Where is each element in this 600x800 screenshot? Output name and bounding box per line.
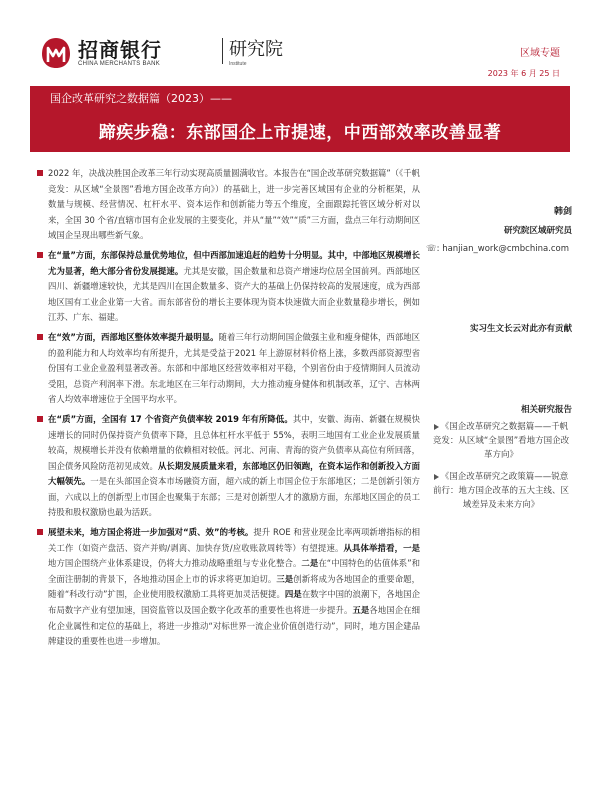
bullet-icon — [37, 170, 43, 176]
related-report-item[interactable] — [430, 420, 572, 462]
paragraph-text: 随着三年行动期间国企做强主业和瘦身健体，西部地区的盈利能力和人均效率均有所提升，尤其是受益于2021 年上游原材料价格上涨，多数西部资源型省份国有工业企业盈利显著改善。东部和中部地区经营效率相对平稳，个别省份由于疫情期间人员流动受阻，总资产利润率下滑。东北地区在三年行动期间，大力推动瘦身健体和机制改革，辽宁、吉林两省人均效率增速位于全国平均水平。 — [48, 331, 420, 405]
triangle-bullet-icon — [434, 424, 439, 430]
summary-paragraph-4 — [48, 412, 420, 521]
paragraph-emphasis: 五是 — [352, 605, 370, 616]
paragraph-emphasis: 二是 — [301, 558, 319, 569]
paragraph-emphasis: 四是 — [284, 589, 302, 600]
brand-name-cn: 招商银行 — [78, 38, 162, 62]
analyst-email[interactable]: ☏: hanjian_work@cmbchina.com — [426, 244, 570, 254]
logo-divider — [222, 38, 223, 64]
summary-paragraph-2 — [48, 248, 420, 326]
related-reports-heading: 相关研究报告 — [520, 405, 572, 415]
related-report-item[interactable] — [430, 470, 572, 512]
paragraph-text: 一是在头部国企资本市场融资方面，超六成的新上市国企位于东部地区；二是创新引领方面，六成以上的创新型上市国企也聚集于东部；三是对创新型人才的激励方面，东部地区国企的员工持股和股权激励也最为活跃。 — [48, 476, 421, 518]
triangle-bullet-icon — [434, 474, 439, 480]
paragraph-text: 其中，安徽、海南、新疆在规模快速增长的同时仍保持资产负债率下降，且总体杠杆水平低于 55%，表明三地国有工业企业发展质量较高，规模增长并没有依赖增量的依赖相对较低。河北、河南、青海的资产负债率从高位有所回落，国企债务风险防范初见成效。 — [48, 413, 420, 471]
paragraph-text: 地方国企围绕产业体系建设，仍将大力推动战略重组与专业化整合。 — [48, 558, 302, 569]
summary-paragraph-3 — [48, 330, 420, 408]
summary-paragraph-5 — [48, 525, 420, 650]
contributor-note: 实习生文长云对此亦有贡献 — [469, 324, 572, 334]
paragraph-text: 尤其是安徽，国企数量和总资产增速均位居全国前列。西部地区四川、新疆增速较快，尤其是四川在国企数量多、资产大的基础上仍保持较高的发展速度，成为西部地区国有工业企业第一大省。而东部省份的增长主要体现为资本快速做大而企业数量稳步增长，例如江苏、广东、福建。 — [48, 265, 421, 323]
report-date: 2023 年 6 月 25 日 — [487, 69, 560, 78]
title-banner — [30, 86, 570, 152]
paragraph-text: 创新将成为各地国企的重要命题，随着“科改行动”扩围，企业使用股权激励工具将更加灵活便捷。 — [48, 573, 421, 600]
report-summary — [48, 166, 420, 654]
paragraph-text: 提升 ROE 和营业现金比率两项新增指标的相关工作（如资产盘活、资产并购/剥离、加快存货/应收账款周转等）有望提速。 — [48, 527, 420, 553]
paragraph-lead: 展望未来，地方国企将进一步加强对“质、效”的考核。 — [48, 527, 254, 538]
paragraph-text: 各地国企在细化企业属性和定位的基础上，将进一步推动“对标世界一流企业价值创造行动”，同时，地方国企建品牌建设的重要性也进一步增加。 — [48, 605, 421, 647]
report-type: 区域专题 — [520, 48, 560, 59]
paragraph-emphasis: 从长期发展质量来看，东部地区仍旧领跑，在资本运作和创新投入方面大幅领先。 — [48, 460, 421, 487]
related-report-title: 《国企改革研究之政策篇——锐意前行：地方国企改革的五大主线、区域差异及未来方向》 — [432, 472, 569, 510]
series-title: 国企改革研究之数据篇（2023）—— — [50, 92, 232, 105]
paragraph-emphasis: 三是 — [276, 573, 294, 584]
paragraph-lead: 在“量”方面，东部保持总量优势地位，但中西部加速追赶的趋势十分明显。其中，中部地区规模增长尤为显著，绝大部分省份发展提速。 — [48, 249, 420, 276]
paragraph-text: 在“中国特色的估值体系”和全面注册制的背景下，各地推动国企上市的诉求将更加迫切。 — [48, 558, 420, 584]
paragraph-lead: 在“质”方面，全国有 17 个省资产负债率较 2019 年有所降低。 — [48, 413, 293, 424]
logo — [40, 34, 300, 74]
bullet-icon — [37, 252, 43, 258]
page-title: 蹄疾步稳：东部国企上市提速，中西部效率改善显著 — [98, 123, 502, 143]
brand-name-en: CHINA MERCHANTS BANK — [78, 61, 161, 67]
bullet-icon — [37, 529, 43, 535]
related-report-title: 《国企改革研究之数据篇——千帆竞发：从区域“全景图”看地方国企改革方向》 — [432, 422, 570, 460]
institute-name-en: Institute — [229, 61, 247, 67]
bullet-icon — [37, 334, 43, 340]
summary-paragraph-1 — [48, 166, 420, 244]
cmb-logo-icon — [40, 36, 72, 70]
analyst-name: 韩剑 — [553, 207, 572, 217]
analyst-title: 研究院区域研究员 — [503, 226, 572, 236]
bullet-icon — [37, 416, 43, 422]
paragraph-emphasis: 从具体举措看，一是 — [343, 542, 420, 553]
institute-name-cn: 研究院 — [229, 39, 283, 60]
paragraph-text: 在数字中国的浪潮下，各地国企布局数字产业有望加速，国资监管以及国企数字化改革的重要性也将进一步提升。 — [48, 589, 421, 616]
paragraph-lead: 在“效”方面，西部地区整体效率提升最明显。 — [48, 331, 219, 342]
paragraph-text: 2022 年，决战决胜国企改革三年行动实现高质量圆满收官。本报告在“国企改革研究数据篇”（《千帆竞发：从区域“全景图”看地方国企改革方向》）的基础上，进一步完善区域国有企业的分析框架，从数量与规模、经营情况、杠杆水平、资本运作和创新能力等五个维度，全面跟踪托管区域分析对以来，全国 30 个省/直辖市国有企业发展的主要变化，并从“量”“效”“质”三方面，盘点三年行动期间区域国企呈现出哪些新气象。 — [48, 168, 420, 241]
